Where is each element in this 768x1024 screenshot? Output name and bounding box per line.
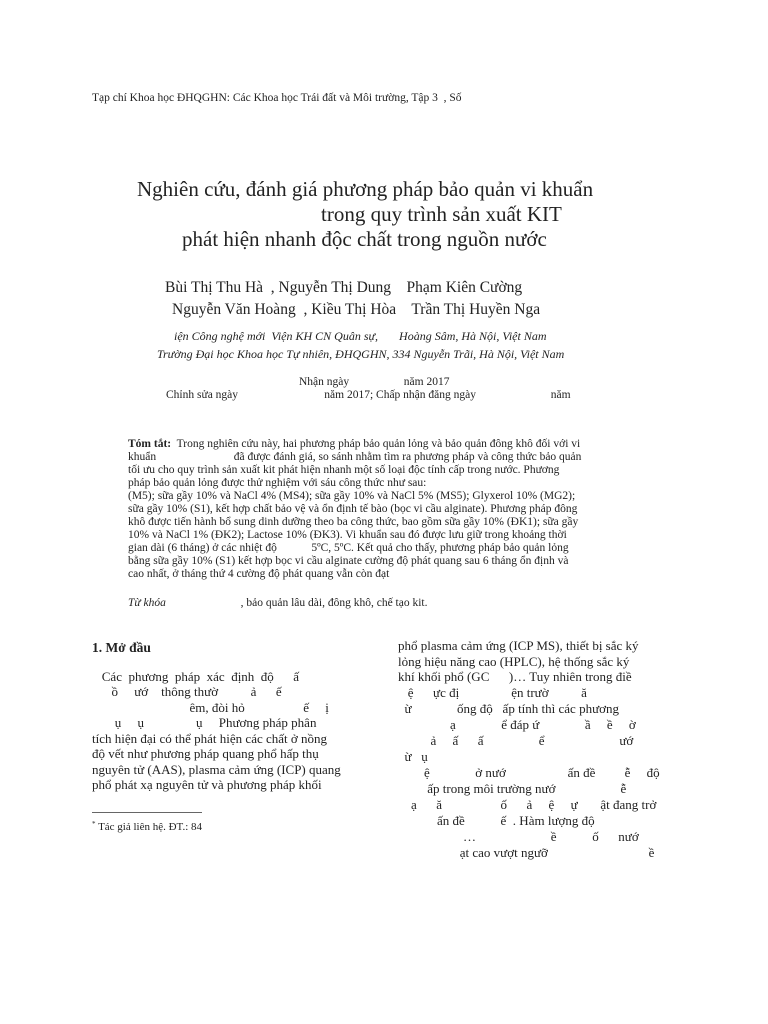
keywords-label: Từ khóa (128, 597, 166, 609)
body-right-line: ả ấ ấ ể ướ (398, 733, 634, 748)
abstract-line: 10% và NaCl 1% (ĐK2); Lactose 10% (ĐK3). Vi khuẩn sau đó được lưu giữ trong khoảng thời (128, 529, 567, 541)
authors-line-1: Bùi Thị Thu Hà , Nguyễn Thị Dung Phạm Kiên Cường (165, 279, 523, 296)
body-left-line: độ vết như phương pháp quang phổ hấp thụ (92, 746, 319, 761)
body-left-line: Các phương pháp xác định độ ấ (92, 669, 300, 684)
body-right-line: ấn đề ế . Hàm lượng độ (398, 813, 595, 828)
journal-header: Tạp chí Khoa học ĐHQGHN: Các Khoa học Trái đất và Môi trường, Tập 3 , Số (92, 92, 462, 104)
body-right-line: … ề ố nướ (398, 829, 639, 844)
abstract-line: khô được tiến hành bổ sung dinh dưỡng theo ba công thức, bao gồm sữa gầy 10% (ĐK1); sữa gầy (128, 516, 579, 528)
body-left-line: ồ ướ thông thườ ả ế (92, 684, 282, 699)
body-left-line: nguyên tử (AAS), plasma cảm ứng (ICP) quang (92, 762, 341, 777)
revised-accepted-date: Chỉnh sửa ngày năm 2017; Chấp nhận đăng ngày năm (166, 389, 571, 401)
body-right-line: ạt cao vượt ngưỡ ề (398, 845, 655, 860)
body-right-line: ừ ống độ ấp tính thì các phương (398, 701, 619, 716)
authors-line-2: Nguyễn Văn Hoàng , Kiều Thị Hòa Trần Thị Huyền Nga (172, 301, 541, 318)
body-left-line: ụ ụ ụ Phương pháp phân (92, 715, 317, 730)
footnote-mark: * (92, 820, 96, 828)
body-left-line: êm, đòi hỏ ế ị (92, 700, 329, 715)
body-left-line: tích hiện đại có thể phát hiện các chất ở nồng (92, 731, 328, 746)
abstract-line: pháp bảo quản lỏng được thử nghiệm với sáu công thức như sau: (128, 477, 427, 489)
abstract-line: khuẩn đã được đánh giá, so sánh nhằm tìm ra phương pháp và công thức bảo quản (128, 451, 582, 463)
body-right-line: ệ ực đị ện trườ ă (398, 685, 587, 700)
abstract-line: cao nhất, ở tháng thứ 4 cường độ phát quang vẫn còn đạt (128, 568, 390, 580)
section-heading-introduction: 1. Mở đầu (92, 640, 151, 655)
keywords-text: , bảo quản lâu dài, đông khô, chế tạo kit. (165, 597, 428, 609)
abstract-line-1 (128, 438, 580, 451)
body-right-line: ừ ụ (398, 749, 428, 764)
paper-title-line-3: phát hiện nhanh độc chất trong nguồn nước (182, 227, 547, 251)
abstract-line: sữa gầy 10% (S1), kết hợp chất bảo vệ và ổn định tế bào (bọc vi cầu alginate). Phương pháp đông (128, 503, 578, 515)
body-right-line: ấp trong môi trường nướ ễ (398, 781, 627, 796)
abstract-line: tối ưu cho quy trình sản xuất kit phát hiện nhanh một số loại độc tính cấp trong nước. Phương (128, 464, 560, 476)
abstract-line: gian dài (6 tháng) ở các nhiệt độ 5ºC, 5ºC. Kết quả cho thấy, phương pháp bảo quản lỏng (128, 542, 569, 554)
received-date: Nhận ngày năm 2017 (299, 376, 450, 388)
body-right-line: ệ ở nướ ấn đề ễ độ (398, 765, 660, 780)
abstract-line: bằng sữa gầy 10% (S1) kết hợp bọc vi cầu alginate cường độ phát quang sau 6 tháng ổn định và (128, 555, 569, 567)
body-right-line: phổ plasma cảm ứng (ICP MS), thiết bị sắc ký (398, 638, 639, 653)
body-left-line: phổ phát xạ nguyên tử và phương pháp khối (92, 777, 322, 792)
paper-title-line-1: Nghiên cứu, đánh giá phương pháp bảo quản vi khuẩn (137, 177, 594, 201)
abstract-line: (M5); sữa gầy 10% và NaCl 4% (MS4); sữa gầy 10% và NaCl 5% (MS5); Glyxerol 10% (MG2); (128, 490, 576, 502)
corresponding-author-footnote (92, 820, 202, 833)
body-right-line: ạ ể đáp ứ ầ ề ờ (398, 717, 636, 732)
keywords (128, 597, 428, 610)
footnote-divider (92, 812, 202, 813)
footnote-text: Tác giả liên hệ. ĐT.: 84 (98, 821, 203, 833)
body-right-line: lỏng hiệu năng cao (HPLC), hệ thống sắc ký (398, 654, 630, 669)
abstract-label: Tóm tắt: (128, 438, 172, 450)
paper-title-line-2: trong quy trình sản xuất KIT (321, 202, 562, 226)
abstract-text: Trong nghiên cứu này, hai phương pháp bảo quản lỏng và bảo quản đông khô đối với vi (171, 438, 581, 450)
body-right-line: khí khối phổ (GC )… Tuy nhiên trong điề (398, 669, 632, 684)
affiliation-2: Trường Đại học Khoa học Tự nhiên, ĐHQGHN, 334 Nguyễn Trãi, Hà Nội, Việt Nam (157, 347, 565, 361)
affiliation-1: iện Công nghệ mới Viện KH CN Quân sự, Hoàng Sâm, Hà Nội, Việt Nam (174, 329, 547, 343)
body-right-line: ạ ă ố ả ệ ự ật đang trở (398, 797, 657, 812)
